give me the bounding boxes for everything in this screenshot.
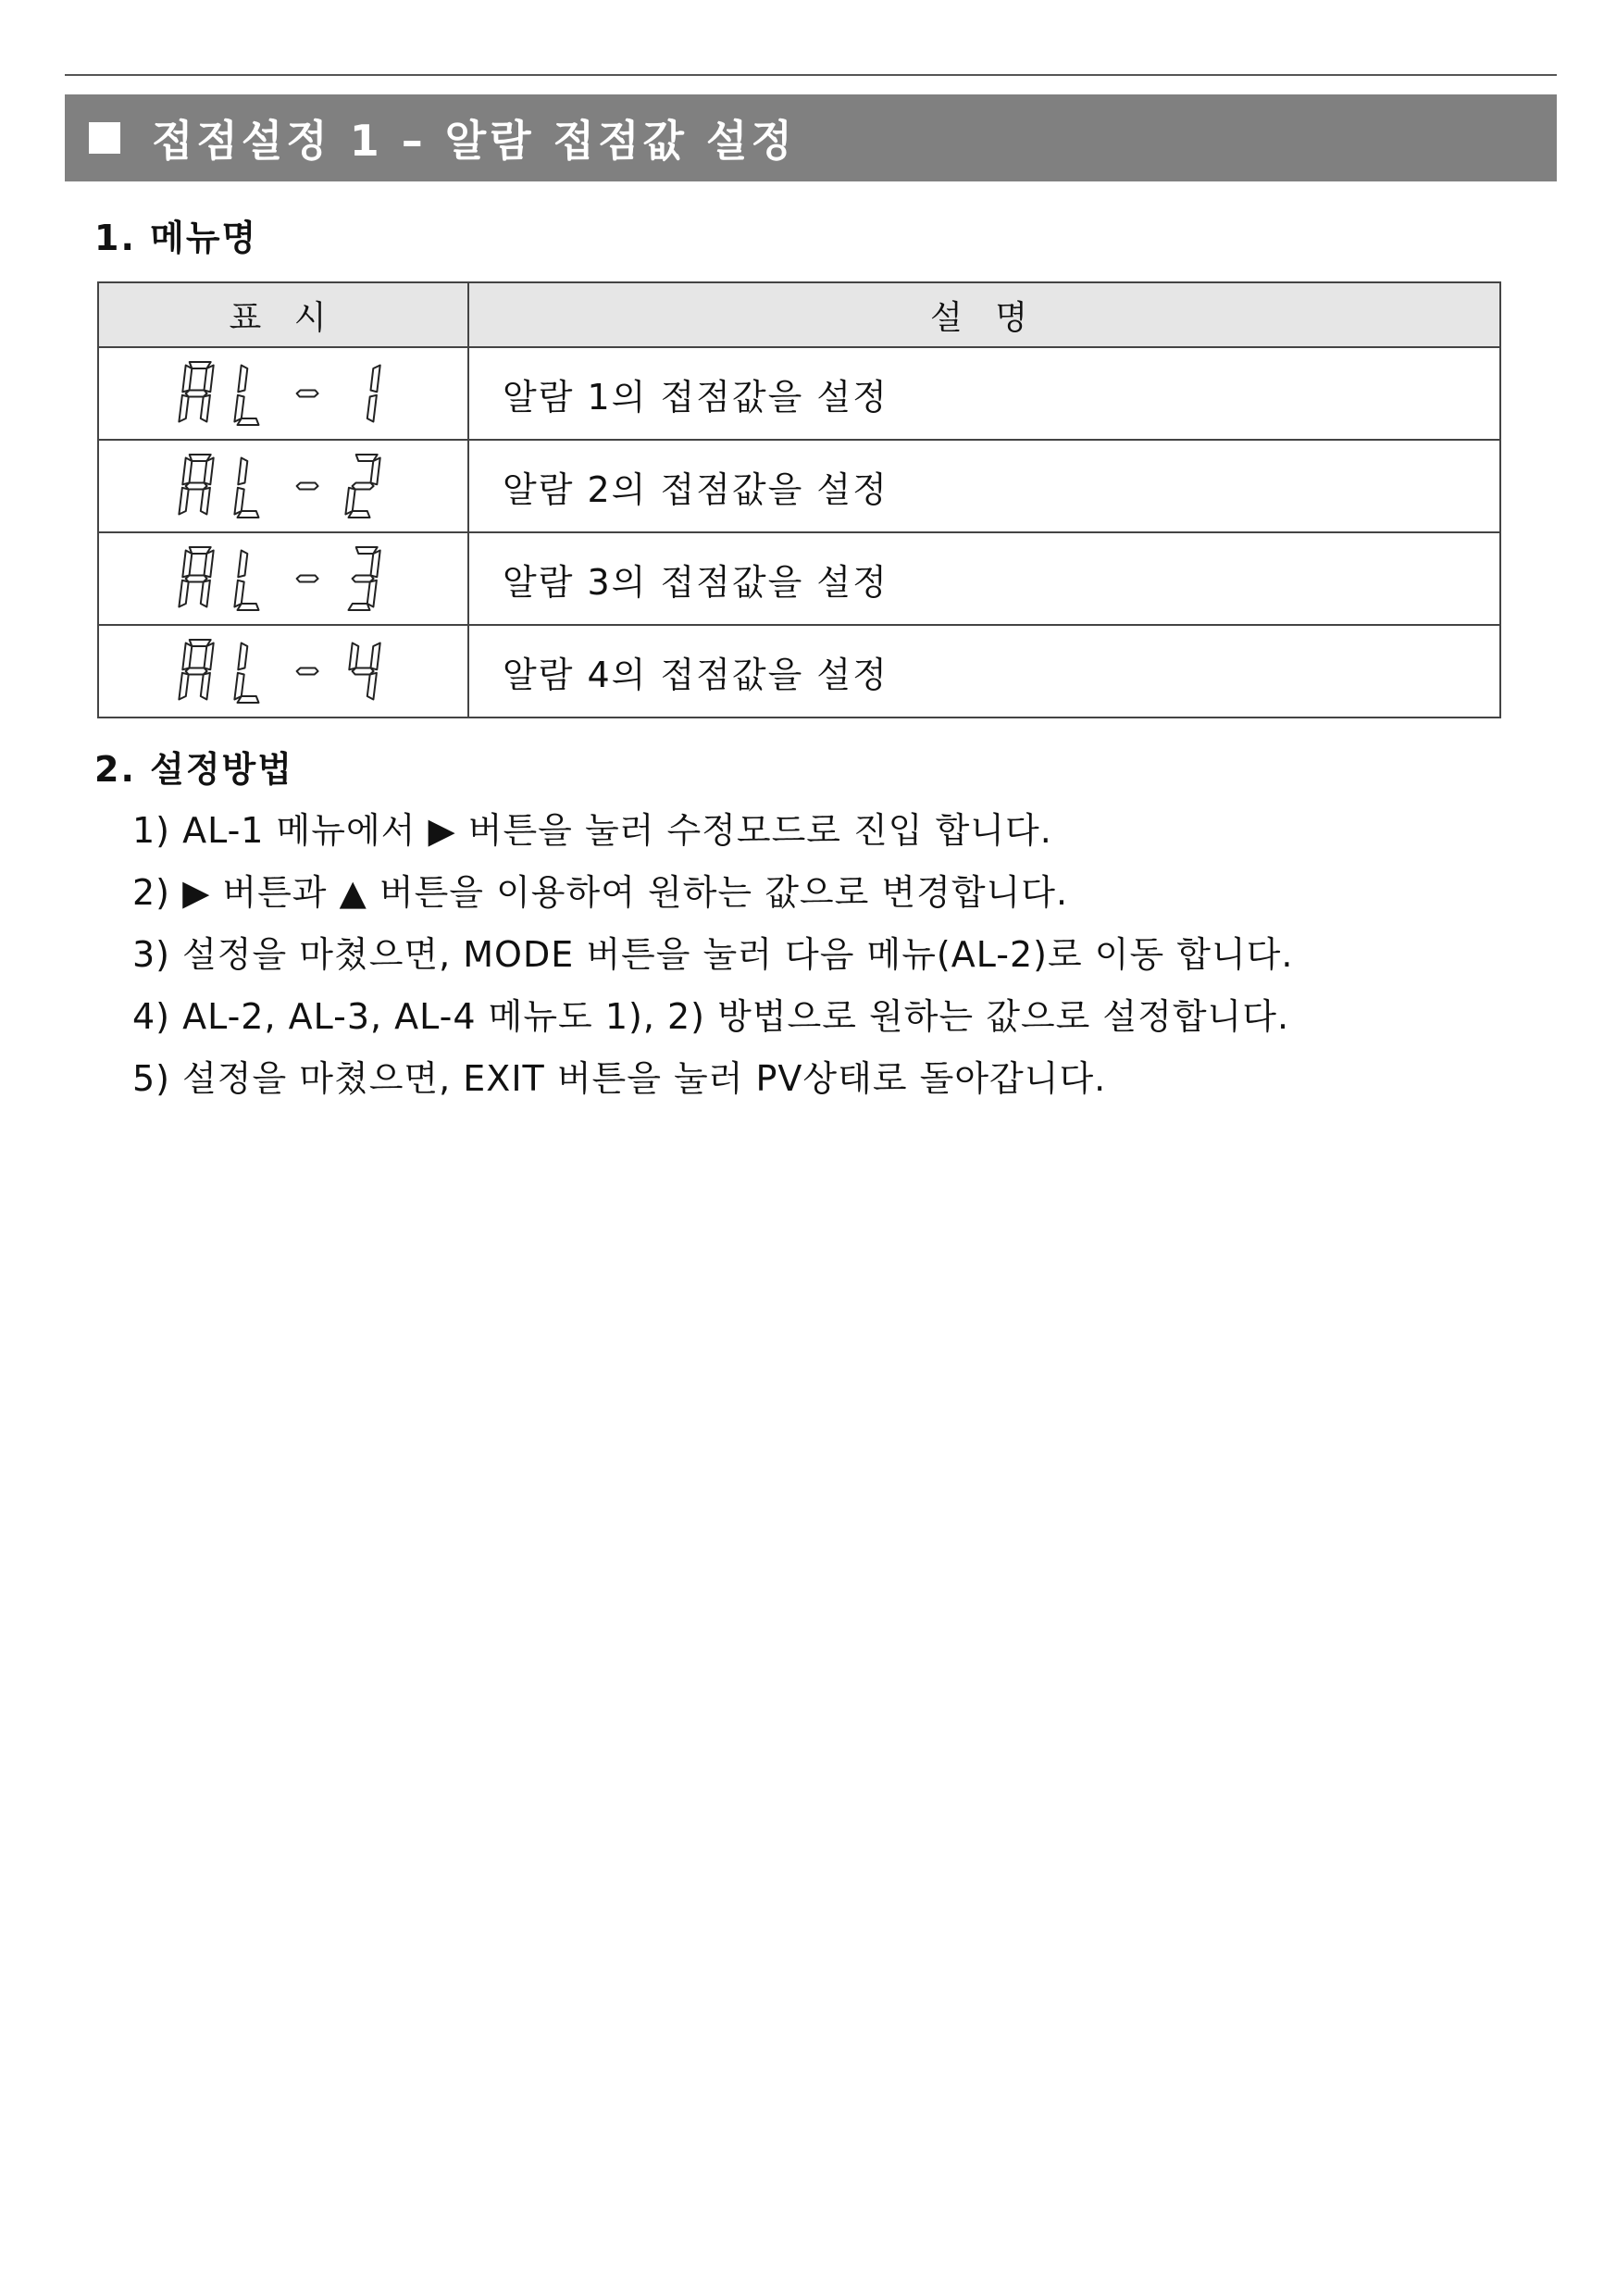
row-description: 알람 1의 접점값을 설정 [468,347,1500,440]
segment-c [367,580,377,607]
segment-display-graphic [168,542,399,616]
segment-g [353,576,374,582]
list-item: 4) AL-2, AL-3, AL-4 메뉴도 1), 2) 방법으로 원하는 값으로 설정합니다. [132,996,1290,1037]
segment-f [182,458,192,485]
segment-f [238,458,247,485]
segment-f [349,643,358,670]
segment-g [297,668,318,675]
segment-f [238,366,247,393]
list-item: 2) ▶ 버튼과 ▲ 버튼을 이용하여 원하는 값으로 변경합니다. [132,872,1069,913]
menu-name-heading: 1. 메뉴명 [94,218,258,258]
segment-f [238,643,247,670]
list-item: 1) AL-1 메뉴에서 ▶ 버튼을 눌러 수정모드로 진입 합니다. [132,810,1052,851]
segment-e [179,580,188,607]
row-description: 알람 2의 접점값을 설정 [468,440,1500,532]
segment-g [297,391,318,397]
segment-f [182,643,192,670]
segment-display-graphic [168,356,399,430]
segment-c [201,673,210,700]
segment-g [186,483,207,490]
header-display: 표 시 [98,282,468,347]
list-item: 3) 설정을 마쳤으면, MODE 버튼을 눌러 다음 메뉴(AL-2)로 이동 합니다. [132,934,1294,975]
seven-segment-display-al1 [98,347,468,440]
square-bullet-icon [89,122,120,154]
segment-g [297,576,318,582]
table-row [98,347,1500,440]
segment-c [201,395,210,422]
setting-method-heading: 2. 설정방법 [94,749,293,790]
segment-display-graphic [168,449,399,523]
top-rule [65,74,1557,76]
segment-display-graphic [168,634,399,708]
table-header-row [98,282,1500,347]
section-title-bar [65,94,1557,181]
segment-g [186,576,207,582]
seven-segment-display-al3 [98,532,468,625]
segment-c [367,673,377,700]
segment-b [371,643,380,670]
segment-d [349,604,370,610]
section-title: 접점설정 1 – 알람 접점값 설정 [152,116,796,166]
seven-segment-display-al2 [98,440,468,532]
segment-g [297,483,318,490]
segment-f [238,551,247,578]
segment-c [201,580,210,607]
row-description: 알람 3의 접점값을 설정 [468,532,1500,625]
menu-table [97,281,1501,718]
row-description: 알람 4의 접점값을 설정 [468,625,1500,718]
table-row [98,532,1500,625]
segment-c [367,395,377,422]
setting-steps-list [132,800,1293,1110]
segment-f [182,551,192,578]
segment-c [201,488,210,515]
list-item: 5) 설정을 마쳤으면, EXIT 버튼을 눌러 PV상태로 돌아갑니다. [132,1058,1107,1099]
table-row [98,440,1500,532]
segment-g [353,668,374,675]
segment-g [186,668,207,675]
segment-g [186,391,207,397]
segment-e [179,673,188,700]
header-description: 설 명 [468,282,1500,347]
segment-b [371,366,380,393]
segment-f [182,366,192,393]
seven-segment-display-al4 [98,625,468,718]
segment-e [179,488,188,515]
segment-e [179,395,188,422]
table-row [98,625,1500,718]
segment-g [353,483,374,490]
